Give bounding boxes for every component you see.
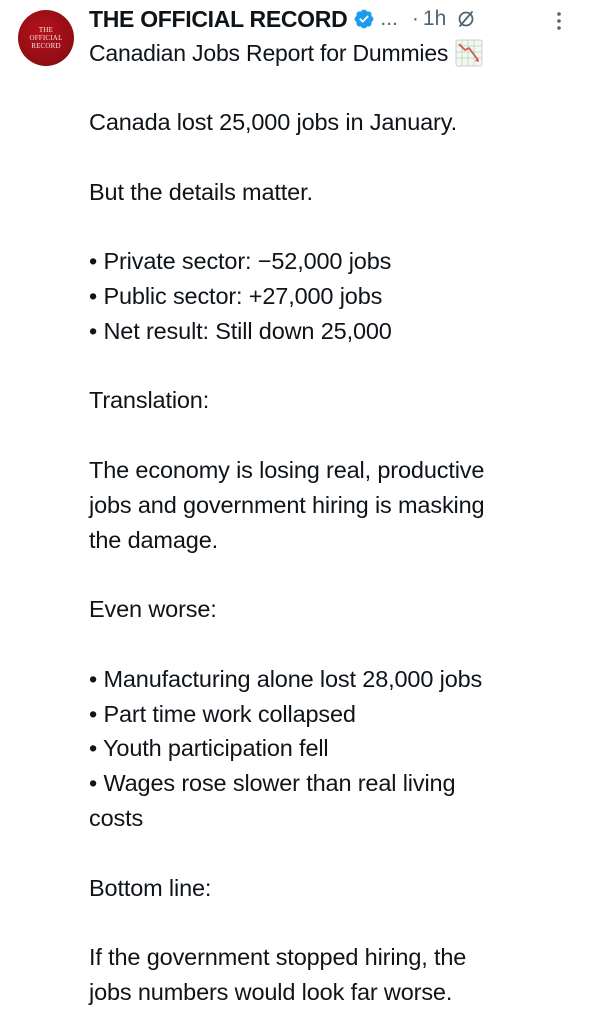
bullet-line: • Public sector: +27,000 jobs bbox=[89, 282, 383, 309]
paragraph-line: Bottom line: bbox=[89, 874, 212, 901]
avatar-text-line-2: OFFICIAL bbox=[29, 34, 63, 42]
avatar-text-line-3: RECORD bbox=[31, 42, 61, 50]
more-vertical-icon[interactable] bbox=[552, 10, 566, 32]
paragraph-gap bbox=[89, 418, 574, 453]
name-overflow-ellipsis: ... bbox=[380, 7, 398, 30]
post-subtitle-line bbox=[89, 38, 484, 68]
paragraph-line: Translation: bbox=[89, 387, 210, 414]
bullet-line: • Youth participation fell bbox=[89, 735, 329, 762]
chart-decreasing-icon bbox=[454, 38, 484, 68]
paragraph-line: jobs numbers would look far worse. bbox=[89, 978, 453, 1005]
paragraph-line: If the government stopped hiring, the bbox=[89, 944, 467, 971]
post-time[interactable]: 1h bbox=[422, 7, 447, 30]
avatar[interactable] bbox=[18, 10, 74, 66]
paragraph-line: The economy is losing real, productive bbox=[89, 456, 485, 483]
paragraph-line: the damage. bbox=[89, 526, 218, 553]
bullet-line: • Net result: Still down 25,000 bbox=[89, 317, 392, 344]
paragraph-gap bbox=[89, 836, 574, 871]
bullet-line: • Wages rose slower than real living bbox=[89, 770, 456, 797]
paragraph-gap bbox=[89, 627, 574, 662]
post-header bbox=[89, 4, 476, 34]
bullet-line: • Private sector: −52,000 jobs bbox=[89, 248, 392, 275]
paragraph-line: Even worse: bbox=[89, 596, 217, 623]
paragraph-line: Canada lost 25,000 jobs in January. bbox=[89, 109, 457, 135]
post-body bbox=[89, 105, 574, 1010]
bullet-line: • Manufacturing alone lost 28,000 jobs bbox=[89, 665, 483, 692]
paragraph-gap bbox=[89, 140, 574, 175]
verified-badge-icon bbox=[353, 8, 375, 30]
post-subtitle: Canadian Jobs Report for Dummies bbox=[89, 39, 449, 66]
slashed-circle-icon bbox=[456, 9, 476, 29]
paragraph-gap bbox=[89, 349, 574, 384]
paragraph-gap bbox=[89, 209, 574, 244]
display-name[interactable]: THE OFFICIAL RECORD bbox=[89, 5, 348, 32]
separator-dot: · bbox=[411, 7, 419, 30]
paragraph-line: But the details matter. bbox=[89, 178, 313, 205]
bullet-line: costs bbox=[89, 804, 144, 831]
paragraph-gap bbox=[89, 905, 574, 940]
paragraph-gap bbox=[89, 557, 574, 592]
avatar-text-line-1: THE bbox=[38, 26, 54, 34]
paragraph-line: jobs and government hiring is masking bbox=[89, 491, 485, 518]
bullet-line: • Part time work collapsed bbox=[89, 700, 356, 727]
